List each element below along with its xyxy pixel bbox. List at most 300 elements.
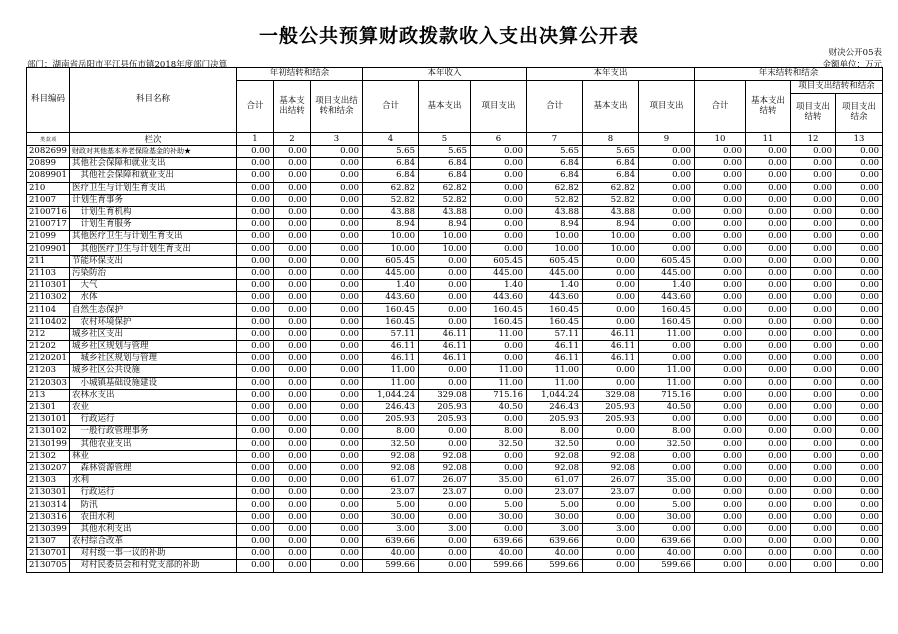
row-value: 5.00: [527, 499, 583, 511]
row-value: 0.00: [639, 243, 695, 255]
row-value: 1,044.24: [527, 389, 583, 401]
row-value: 0.00: [695, 316, 746, 328]
row-value: 160.45: [527, 304, 583, 316]
row-value: 0.00: [695, 255, 746, 267]
col-number: 5: [419, 133, 471, 146]
row-value: 46.11: [527, 353, 583, 365]
row-value: 0.00: [836, 548, 883, 560]
row-value: 6.84: [583, 158, 639, 170]
row-value: 0.00: [471, 194, 527, 206]
row-value: 23.07: [419, 487, 471, 499]
row-value: 11.00: [471, 377, 527, 389]
row-value: 46.11: [583, 328, 639, 340]
row-code: 2130701: [27, 548, 70, 560]
row-value: 0.00: [836, 255, 883, 267]
row-value: 0.00: [639, 450, 695, 462]
row-value: 445.00: [639, 267, 695, 279]
row-code: 2100716: [27, 206, 70, 218]
row-value: 0.00: [583, 426, 639, 438]
row-value: 32.50: [363, 438, 419, 450]
row-value: 0.00: [419, 304, 471, 316]
row-value: 639.66: [639, 536, 695, 548]
row-value: 0.00: [746, 255, 791, 267]
row-value: 0.00: [695, 414, 746, 426]
row-name: 林业: [70, 450, 237, 462]
row-value: 30.00: [471, 511, 527, 523]
row-value: 0.00: [836, 536, 883, 548]
row-value: 715.16: [639, 389, 695, 401]
form-number: 财决公开05表: [828, 48, 882, 58]
row-name: 城乡社区支出: [70, 328, 237, 340]
col-header-basic-exp: 基本支出: [583, 81, 639, 133]
row-value: 0.00: [237, 231, 274, 243]
row-value: 10.00: [363, 231, 419, 243]
row-value: 0.00: [746, 536, 791, 548]
row-value: 32.50: [527, 438, 583, 450]
row-value: 0.00: [419, 499, 471, 511]
row-value: 11.00: [363, 365, 419, 377]
row-value: 0.00: [836, 243, 883, 255]
row-value: 0.00: [791, 353, 836, 365]
row-value: 0.00: [471, 146, 527, 158]
row-value: 0.00: [471, 450, 527, 462]
row-value: 0.00: [695, 243, 746, 255]
row-value: 0.00: [274, 365, 311, 377]
table-row: [27, 499, 883, 511]
row-value: 205.93: [419, 414, 471, 426]
row-value: 605.45: [363, 255, 419, 267]
row-code: 2120201: [27, 353, 70, 365]
row-value: 0.00: [237, 548, 274, 560]
row-value: 0.00: [274, 304, 311, 316]
row-value: 0.00: [237, 389, 274, 401]
row-value: 0.00: [836, 170, 883, 182]
row-name: 对村民委员会和村党支部的补助: [70, 560, 237, 572]
row-value: 0.00: [695, 182, 746, 194]
row-value: 0.00: [639, 353, 695, 365]
row-value: 0.00: [695, 523, 746, 535]
row-value: 46.11: [419, 353, 471, 365]
row-name: 大气: [70, 280, 237, 292]
row-value: 0.00: [746, 523, 791, 535]
row-value: 0.00: [639, 146, 695, 158]
group-header-income: 本年收入: [363, 68, 527, 81]
row-value: 0.00: [237, 499, 274, 511]
row-value: 92.08: [419, 462, 471, 474]
row-value: 0.00: [274, 487, 311, 499]
row-value: 0.00: [695, 462, 746, 474]
row-value: 5.00: [363, 499, 419, 511]
row-value: 0.00: [746, 426, 791, 438]
row-code: 21202: [27, 341, 70, 353]
row-name: 城乡社区公共设施: [70, 365, 237, 377]
row-value: 0.00: [274, 523, 311, 535]
row-code: 2130314: [27, 499, 70, 511]
row-name: 财政对其他基本养老保险基金的补助★: [70, 146, 237, 158]
row-value: 0.00: [746, 231, 791, 243]
row-value: 0.00: [791, 304, 836, 316]
row-value: 0.00: [311, 523, 363, 535]
row-value: 0.00: [836, 450, 883, 462]
row-value: 0.00: [695, 267, 746, 279]
row-value: 205.93: [583, 401, 639, 413]
row-value: 0.00: [471, 206, 527, 218]
row-value: 0.00: [695, 292, 746, 304]
table-row: [27, 523, 883, 535]
row-value: 0.00: [471, 353, 527, 365]
row-value: 0.00: [274, 499, 311, 511]
row-code: 2130101: [27, 414, 70, 426]
row-value: 0.00: [419, 255, 471, 267]
row-value: 0.00: [583, 292, 639, 304]
row-value: 0.00: [836, 414, 883, 426]
row-value: 0.00: [836, 292, 883, 304]
row-value: 0.00: [695, 170, 746, 182]
table-row: [27, 341, 883, 353]
row-value: 0.00: [836, 438, 883, 450]
row-name: 小城镇基础设施建设: [70, 377, 237, 389]
row-code: 211: [27, 255, 70, 267]
row-value: 160.45: [363, 304, 419, 316]
row-value: 0.00: [419, 548, 471, 560]
row-value: 0.00: [311, 487, 363, 499]
row-value: 0.00: [639, 194, 695, 206]
row-name: 对村级一事一议的补助: [70, 548, 237, 560]
table-row: [27, 462, 883, 474]
row-value: 0.00: [311, 511, 363, 523]
row-value: 0.00: [274, 450, 311, 462]
row-name: 森林资源管理: [70, 462, 237, 474]
row-value: 0.00: [311, 560, 363, 572]
row-value: 0.00: [471, 462, 527, 474]
row-value: 0.00: [695, 389, 746, 401]
row-value: 0.00: [311, 450, 363, 462]
row-value: 0.00: [311, 146, 363, 158]
row-value: 0.00: [237, 523, 274, 535]
row-value: 0.00: [639, 219, 695, 231]
row-value: 40.00: [471, 548, 527, 560]
row-value: 0.00: [583, 499, 639, 511]
row-value: 0.00: [746, 511, 791, 523]
row-value: 0.00: [311, 194, 363, 206]
row-name: 水体: [70, 292, 237, 304]
col-header-proj-carry2: 项目支出结转: [791, 94, 836, 133]
row-value: 0.00: [836, 389, 883, 401]
row-name: 计划生育服务: [70, 219, 237, 231]
row-value: 0.00: [791, 475, 836, 487]
row-value: 0.00: [746, 182, 791, 194]
row-value: 0.00: [237, 414, 274, 426]
col-header-total: 合计: [363, 81, 419, 133]
table-row: [27, 280, 883, 292]
row-value: 26.07: [583, 475, 639, 487]
row-value: 0.00: [746, 206, 791, 218]
row-value: 10.00: [419, 243, 471, 255]
row-value: 0.00: [791, 280, 836, 292]
row-value: 246.43: [527, 401, 583, 413]
row-value: 0.00: [311, 548, 363, 560]
row-value: 10.00: [583, 231, 639, 243]
row-value: 6.84: [583, 170, 639, 182]
row-value: 0.00: [791, 462, 836, 474]
row-value: 92.08: [527, 450, 583, 462]
col-header-total: 合计: [237, 81, 274, 133]
row-value: 0.00: [746, 487, 791, 499]
row-value: 0.00: [836, 194, 883, 206]
row-value: 0.00: [237, 316, 274, 328]
row-value: 0.00: [419, 280, 471, 292]
row-value: 160.45: [363, 316, 419, 328]
row-value: 0.00: [274, 243, 311, 255]
row-value: 0.00: [237, 219, 274, 231]
row-value: 0.00: [746, 462, 791, 474]
row-value: 30.00: [363, 511, 419, 523]
col-number: 6: [471, 133, 527, 146]
table-row: [27, 194, 883, 206]
row-value: 0.00: [639, 231, 695, 243]
group-header-end: 年末结转和结余: [695, 68, 883, 81]
table-row: [27, 511, 883, 523]
row-value: 0.00: [419, 536, 471, 548]
table-row: [27, 426, 883, 438]
row-value: 5.65: [583, 146, 639, 158]
row-value: 0.00: [639, 206, 695, 218]
row-value: 46.11: [419, 328, 471, 340]
col-header-proj-surplus: 项目支出结余: [836, 94, 883, 133]
row-value: 6.84: [527, 170, 583, 182]
col-header-proj-exp: 项目支出: [639, 81, 695, 133]
row-value: 246.43: [363, 401, 419, 413]
row-value: 0.00: [746, 560, 791, 572]
row-value: 0.00: [311, 158, 363, 170]
row-value: 0.00: [695, 231, 746, 243]
row-value: 0.00: [311, 328, 363, 340]
row-code: 21103: [27, 267, 70, 279]
row-value: 0.00: [274, 328, 311, 340]
row-value: 0.00: [746, 377, 791, 389]
table-row: [27, 548, 883, 560]
row-value: 0.00: [836, 328, 883, 340]
row-value: 0.00: [746, 499, 791, 511]
row-value: 0.00: [274, 267, 311, 279]
row-value: 0.00: [237, 450, 274, 462]
row-name: 农田水利: [70, 511, 237, 523]
row-value: 0.00: [471, 243, 527, 255]
row-value: 0.00: [791, 401, 836, 413]
row-value: 0.00: [237, 365, 274, 377]
row-name: 一般行政管理事务: [70, 426, 237, 438]
row-value: 8.94: [583, 219, 639, 231]
row-value: 0.00: [237, 292, 274, 304]
row-name: 行政运行: [70, 414, 237, 426]
row-name: 其他水利支出: [70, 523, 237, 535]
row-value: 52.82: [419, 194, 471, 206]
row-value: 0.00: [836, 341, 883, 353]
row-value: 1.40: [363, 280, 419, 292]
row-value: 205.93: [363, 414, 419, 426]
row-value: 92.08: [583, 450, 639, 462]
row-value: 3.00: [419, 523, 471, 535]
row-name: 其他医疗卫生与计划生育支出: [70, 243, 237, 255]
row-value: 1.40: [471, 280, 527, 292]
row-value: 57.11: [527, 328, 583, 340]
row-value: 30.00: [527, 511, 583, 523]
row-value: 0.00: [583, 304, 639, 316]
row-value: 0.00: [274, 414, 311, 426]
row-value: 61.07: [527, 475, 583, 487]
row-value: 0.00: [311, 365, 363, 377]
page-title: 一般公共预算财政拨款收入支出决算公开表: [258, 25, 639, 47]
row-value: 605.45: [639, 255, 695, 267]
row-value: 0.00: [791, 206, 836, 218]
table-row: [27, 475, 883, 487]
row-value: 40.00: [639, 548, 695, 560]
row-name: 污染防治: [70, 267, 237, 279]
row-value: 6.84: [527, 158, 583, 170]
row-value: 0.00: [791, 146, 836, 158]
row-value: 0.00: [237, 206, 274, 218]
row-value: 0.00: [791, 328, 836, 340]
row-code: 2120303: [27, 377, 70, 389]
row-code: 210: [27, 182, 70, 194]
row-value: 0.00: [791, 548, 836, 560]
row-value: 599.66: [471, 560, 527, 572]
row-value: 0.00: [746, 146, 791, 158]
row-value: 0.00: [471, 487, 527, 499]
table-row: [27, 182, 883, 194]
row-code: 21007: [27, 194, 70, 206]
row-value: 6.84: [363, 170, 419, 182]
row-value: 0.00: [791, 158, 836, 170]
row-value: 329.08: [419, 389, 471, 401]
row-value: 0.00: [695, 219, 746, 231]
row-value: 1.40: [527, 280, 583, 292]
row-value: 0.00: [746, 438, 791, 450]
row-value: 0.00: [583, 255, 639, 267]
row-value: 205.93: [419, 401, 471, 413]
row-value: 0.00: [583, 377, 639, 389]
row-name: 防汛: [70, 499, 237, 511]
row-value: 1,044.24: [363, 389, 419, 401]
row-code: 2110301: [27, 280, 70, 292]
row-value: 0.00: [419, 511, 471, 523]
row-value: 11.00: [471, 365, 527, 377]
row-value: 605.45: [471, 255, 527, 267]
col-number: 10: [695, 133, 746, 146]
table-row: [27, 316, 883, 328]
row-value: 0.00: [836, 316, 883, 328]
row-value: 0.00: [836, 499, 883, 511]
row-code: 2130102: [27, 426, 70, 438]
row-value: 0.00: [746, 243, 791, 255]
table-body: [27, 146, 883, 573]
row-value: 0.00: [237, 267, 274, 279]
table-row: [27, 243, 883, 255]
row-value: 11.00: [471, 328, 527, 340]
row-code: 2130705: [27, 560, 70, 572]
table-row: [27, 353, 883, 365]
col-number: 2: [274, 133, 311, 146]
row-value: 0.00: [237, 438, 274, 450]
row-value: 0.00: [836, 511, 883, 523]
row-value: 0.00: [836, 475, 883, 487]
row-value: 0.00: [274, 206, 311, 218]
row-value: 0.00: [274, 560, 311, 572]
row-value: 0.00: [237, 158, 274, 170]
row-value: 5.00: [639, 499, 695, 511]
col-header-code: 科目编码: [27, 68, 70, 133]
row-value: 0.00: [695, 475, 746, 487]
row-code: 2110302: [27, 292, 70, 304]
row-value: 52.82: [363, 194, 419, 206]
row-code: 2089901: [27, 170, 70, 182]
row-value: 0.00: [639, 182, 695, 194]
row-value: 0.00: [311, 414, 363, 426]
row-value: 52.82: [527, 194, 583, 206]
row-value: 160.45: [527, 316, 583, 328]
row-value: 443.60: [527, 292, 583, 304]
row-value: 0.00: [836, 462, 883, 474]
row-value: 8.00: [471, 426, 527, 438]
row-value: 8.00: [639, 426, 695, 438]
row-code: 2130301: [27, 487, 70, 499]
row-value: 0.00: [471, 341, 527, 353]
row-value: 0.00: [419, 426, 471, 438]
row-value: 0.00: [237, 353, 274, 365]
col-header-basic-exp: 基本支出: [419, 81, 471, 133]
row-value: 0.00: [639, 158, 695, 170]
row-value: 0.00: [274, 462, 311, 474]
budget-table: [26, 67, 883, 573]
row-value: 0.00: [695, 353, 746, 365]
row-value: 46.11: [363, 353, 419, 365]
row-value: 0.00: [695, 426, 746, 438]
row-code: 2130207: [27, 462, 70, 474]
row-value: 0.00: [836, 353, 883, 365]
group-header-expense: 本年支出: [527, 68, 695, 81]
row-value: 61.07: [363, 475, 419, 487]
row-value: 0.00: [237, 182, 274, 194]
row-name: 其他社会保障和就业支出: [70, 158, 237, 170]
row-value: 52.82: [583, 194, 639, 206]
row-value: 35.00: [639, 475, 695, 487]
row-value: 0.00: [836, 219, 883, 231]
row-value: 40.50: [639, 401, 695, 413]
col-number: 9: [639, 133, 695, 146]
row-value: 43.88: [363, 206, 419, 218]
row-value: 0.00: [836, 182, 883, 194]
row-value: 0.00: [311, 426, 363, 438]
row-value: 0.00: [695, 280, 746, 292]
unit-label: 金额单位：万元: [822, 60, 882, 70]
row-name: 计划生育事务: [70, 194, 237, 206]
row-value: 0.00: [791, 560, 836, 572]
row-value: 0.00: [237, 243, 274, 255]
row-name: 行政运行: [70, 487, 237, 499]
group-header-begin: 年初结转和结余: [237, 68, 363, 81]
row-value: 0.00: [695, 499, 746, 511]
table-row: [27, 536, 883, 548]
row-value: 0.00: [311, 438, 363, 450]
table-row: [27, 377, 883, 389]
row-value: 639.66: [471, 536, 527, 548]
row-value: 0.00: [695, 206, 746, 218]
row-value: 0.00: [695, 158, 746, 170]
row-value: 0.00: [237, 146, 274, 158]
row-value: 46.11: [583, 341, 639, 353]
row-value: 5.65: [363, 146, 419, 158]
row-value: 0.00: [471, 182, 527, 194]
